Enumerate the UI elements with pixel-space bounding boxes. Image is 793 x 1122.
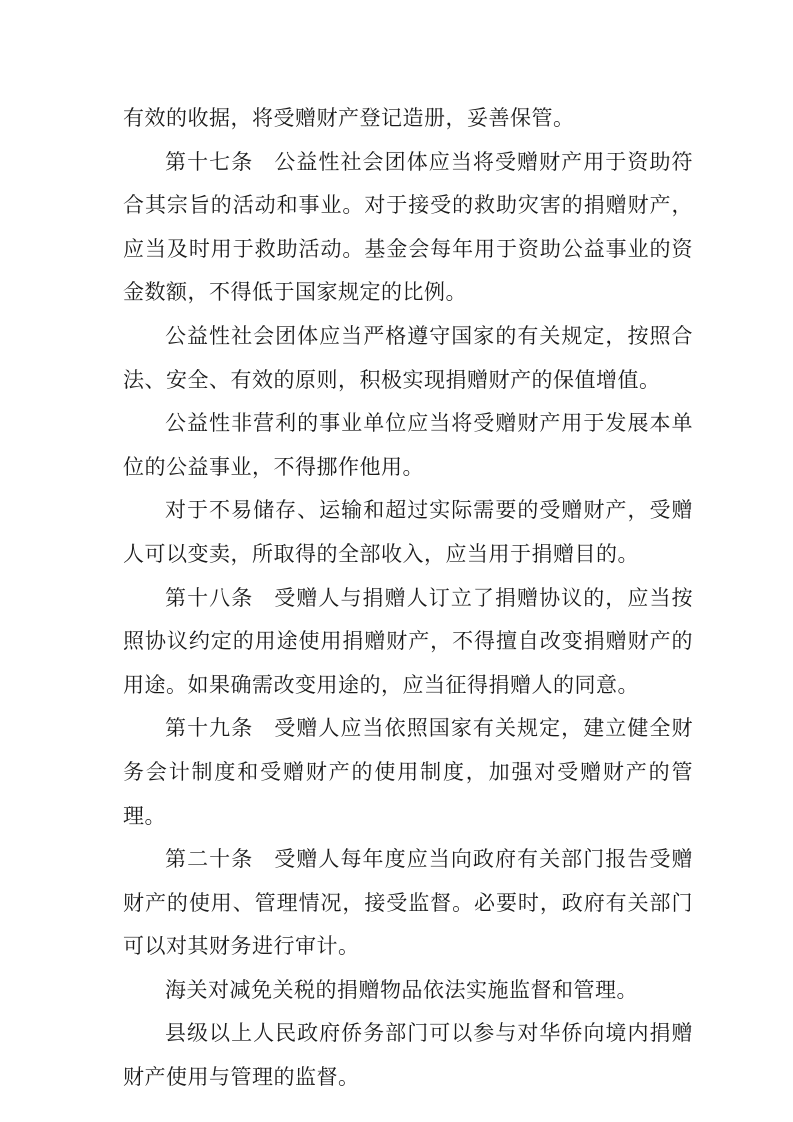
article-number: 第十八条	[165, 585, 254, 610]
paragraph-article-19	[123, 707, 693, 838]
paragraph-1	[123, 97, 693, 141]
paragraph-9	[123, 969, 693, 1013]
paragraph-article-18	[123, 577, 693, 708]
paragraph-10	[123, 1012, 693, 1099]
paragraph-text: 县级以上人民政府侨务部门可以参与对华侨向境内捐赠财产使用与管理的监督。	[123, 1021, 693, 1090]
paragraph-article-20	[123, 838, 693, 969]
document-body	[123, 97, 693, 1100]
paragraph-text: 公益性社会团体应当将受赠财产用于资助符合其宗旨的活动和事业。对于接受的救助灾害的捐赠财产，应当及时用于救助活动。基金会每年用于资助公益事业的资金数额，不得低于国家规定的比例。	[123, 149, 694, 305]
paragraph-text: 公益性非营利的事业单位应当将受赠财产用于发展本单位的公益事业，不得挪作他用。	[123, 411, 693, 479]
paragraph-article-17	[123, 141, 693, 315]
paragraph-text: 有效的收据，将受赠财产登记造册，妥善保管。	[123, 106, 575, 130]
paragraph-3	[123, 315, 693, 402]
paragraph-4	[123, 402, 693, 489]
article-number: 第二十条	[165, 847, 254, 872]
article-number: 第十七条	[165, 149, 254, 174]
paragraph-text: 受赠人每年度应当向政府有关部门报告受赠财产的使用、管理情况，接受监督。必要时，政府有关部门可以对其财务进行审计。	[123, 847, 694, 959]
paragraph-text: 公益性社会团体应当严格遵守国家的有关规定，按照合法、安全、有效的原则，积极实现捐赠财产的保值增值。	[123, 323, 693, 392]
paragraph-text: 受赠人应当依照国家有关规定，建立健全财务会计制度和受赠财产的使用制度，加强对受赠财产的管理。	[123, 716, 694, 828]
paragraph-5	[123, 489, 693, 576]
paragraph-text: 受赠人与捐赠人订立了捐赠协议的，应当按照协议约定的用途使用捐赠财产，不得擅自改变捐赠财产的用途。如果确需改变用途的，应当征得捐赠人的同意。	[123, 585, 694, 697]
article-number: 第十九条	[165, 716, 254, 741]
paragraph-text: 海关对减免关税的捐赠物品依法实施监督和管理。	[165, 977, 638, 1002]
paragraph-text: 对于不易储存、运输和超过实际需要的受赠财产，受赠人可以变卖，所取得的全部收入，应当用于捐赠目的。	[123, 498, 693, 566]
